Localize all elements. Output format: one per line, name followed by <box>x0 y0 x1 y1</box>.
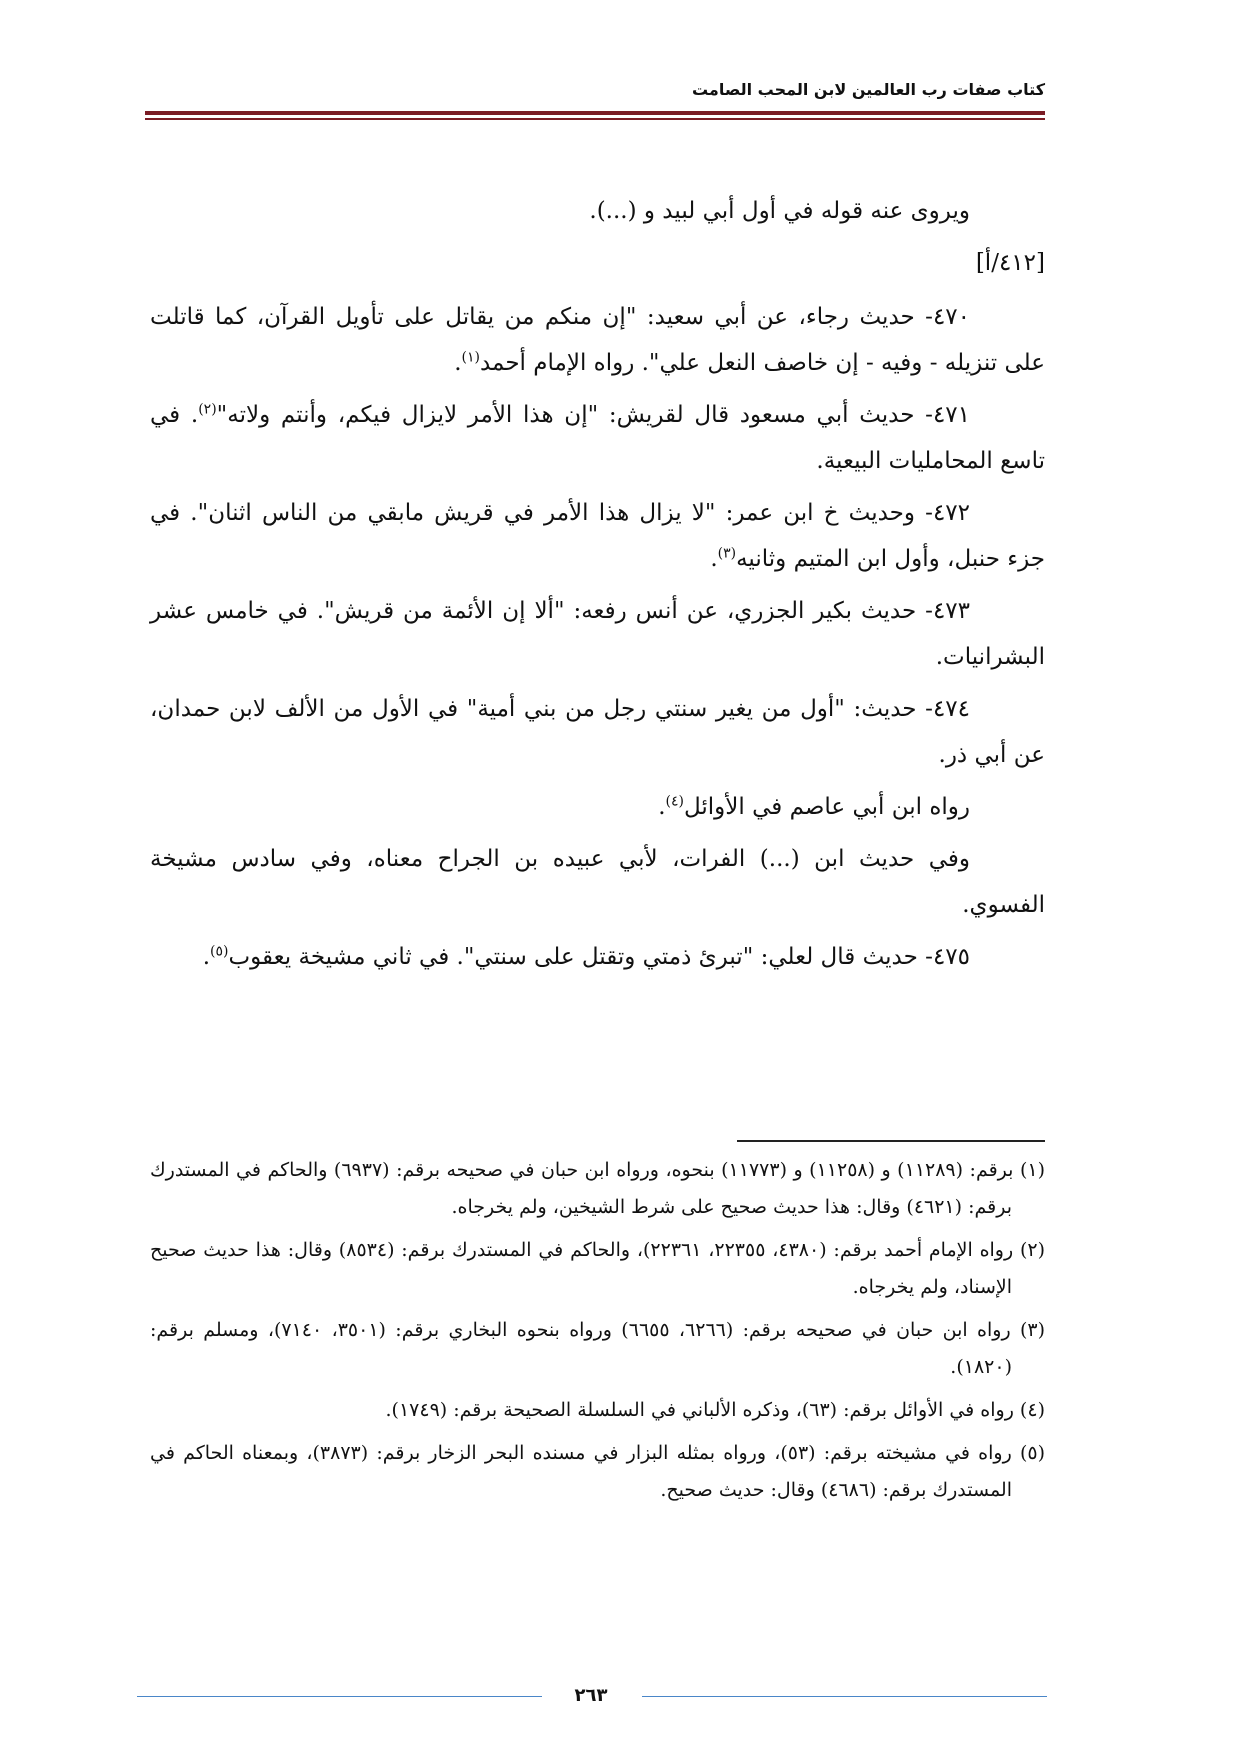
running-header-title: كتاب صفات رب العالمين لابن المحب الصامت <box>691 80 1045 99</box>
page-number: ٢٦٣ <box>574 1685 608 1706</box>
footnote-ref-4: (٤) <box>665 793 684 810</box>
footnote-ref-2: (٢) <box>198 401 217 418</box>
footnote-ref-3: (٣) <box>717 545 737 562</box>
hadith-472-end: . <box>710 546 718 572</box>
hadith-474-reference <box>150 784 1045 830</box>
hadith-473: ٤٧٣- حديث بكير الجزري، عن أنس رفعه: "ألا إن الأئمة من قريش". في خامس عشر البشرانيات. <box>150 598 1045 670</box>
hadith-471-text: ٤٧١- حديث أبي مسعود قال لقريش: "إن هذا الأمر لايزال فيكم، وأنتم ولاته" <box>216 402 970 428</box>
hadith-470 <box>150 294 1045 386</box>
hadith-474-reference-text: رواه ابن أبي عاصم في الأوائل <box>683 794 970 820</box>
hadith-471 <box>150 392 1045 484</box>
footnotes <box>150 1152 1045 1515</box>
footnote-3: (٣) رواه ابن حبان في صحيحه برقم: (٦٢٦٦، ٦٦٥٥) ورواه بنحوه البخاري برقم: (٣٥٠١، ٧١٤٠)، ومسلم برقم: (١٨٢٠). <box>150 1319 1046 1378</box>
hadith-470-text: ٤٧٠- حديث رجاء، عن أبي سعيد: "إن منكم من يقاتل على تأويل القرآن، كما قاتلت على تنزيله - وفيه - إن خاصف النعل علي". رواه الإمام أحمد <box>150 304 1045 376</box>
footnote-1: (١) برقم: (١١٢٨٩) و (١١٢٥٨) و (١١٧٧٣) بنحوه، ورواه ابن حبان في صحيحه برقم: (٦٩٣٧) والحاكم في المستدرك برقم: (٤٦٢١) وقال: هذا حديث صحيح على شرط الشيخين، ولم يخرجاه. <box>150 1159 1045 1218</box>
folio-reference: [٤١٢/أ] <box>975 250 1045 276</box>
hadith-472-text: ٤٧٢- وحديث خ ابن عمر: "لا يزال هذا الأمر في قريش مابقي من الناس اثنان". في جزء حنبل، وأول ابن المتيم وثانيه <box>150 500 1045 572</box>
main-text <box>150 188 1045 986</box>
hadith-474-extra: وفي حديث ابن (...) الفرات، لأبي عبيده بن الجراح معناه، وفي سادس مشيخة الفسوي. <box>150 846 1045 918</box>
hadith-471-end: . في تاسع المحامليات البيعية. <box>150 402 1045 474</box>
footnote-5: (٥) رواه في مشيخته برقم: (٥٣)، ورواه بمثله البزار في مسنده البحر الزخار برقم: (٣٨٧٣)، وبمعناه الحاكم في المستدرك برقم: (٤٦٨٦) وقال: حديث صحيح. <box>150 1442 1045 1501</box>
hadith-475-end: . <box>202 944 211 970</box>
intro-line: ويروى عنه قوله في أول أبي لبيد و (...). <box>589 198 970 224</box>
footnote-ref-5: (٥) <box>210 943 229 960</box>
header-rule <box>145 111 1045 115</box>
footer-line-left <box>137 1696 542 1697</box>
footnote-separator <box>737 1140 1045 1142</box>
header-rule-thin <box>145 118 1045 120</box>
footnote-2: (٢) رواه الإمام أحمد برقم: (٤٣٨٠، ٢٢٣٥٥، ٢٢٣٦١)، والحاكم في المستدرك برقم: (٨٥٣٤) وقال: هذا حديث صحيح الإسناد، ولم يخرجاه. <box>150 1239 1046 1298</box>
footnote-ref-1: (١) <box>461 349 480 366</box>
hadith-474-reference-end: . <box>658 794 666 820</box>
hadith-475 <box>150 934 1045 980</box>
hadith-474: ٤٧٤- حديث: "أول من يغير سنتي رجل من بني أمية" في الأول من الألف لابن حمدان، عن أبي ذر. <box>150 696 1045 768</box>
footnote-4: (٤) رواه في الأوائل برقم: (٦٣)، وذكره الألباني في السلسلة الصحيحة برقم: (١٧٤٩). <box>385 1399 1045 1421</box>
hadith-475-text: ٤٧٥- حديث قال لعلي: "تبرئ ذمتي وتقتل على سنتي". في ثاني مشيخة يعقوب <box>228 944 970 970</box>
hadith-472 <box>150 490 1045 582</box>
footer-line-right <box>642 1696 1047 1697</box>
hadith-470-end: . <box>454 350 462 376</box>
